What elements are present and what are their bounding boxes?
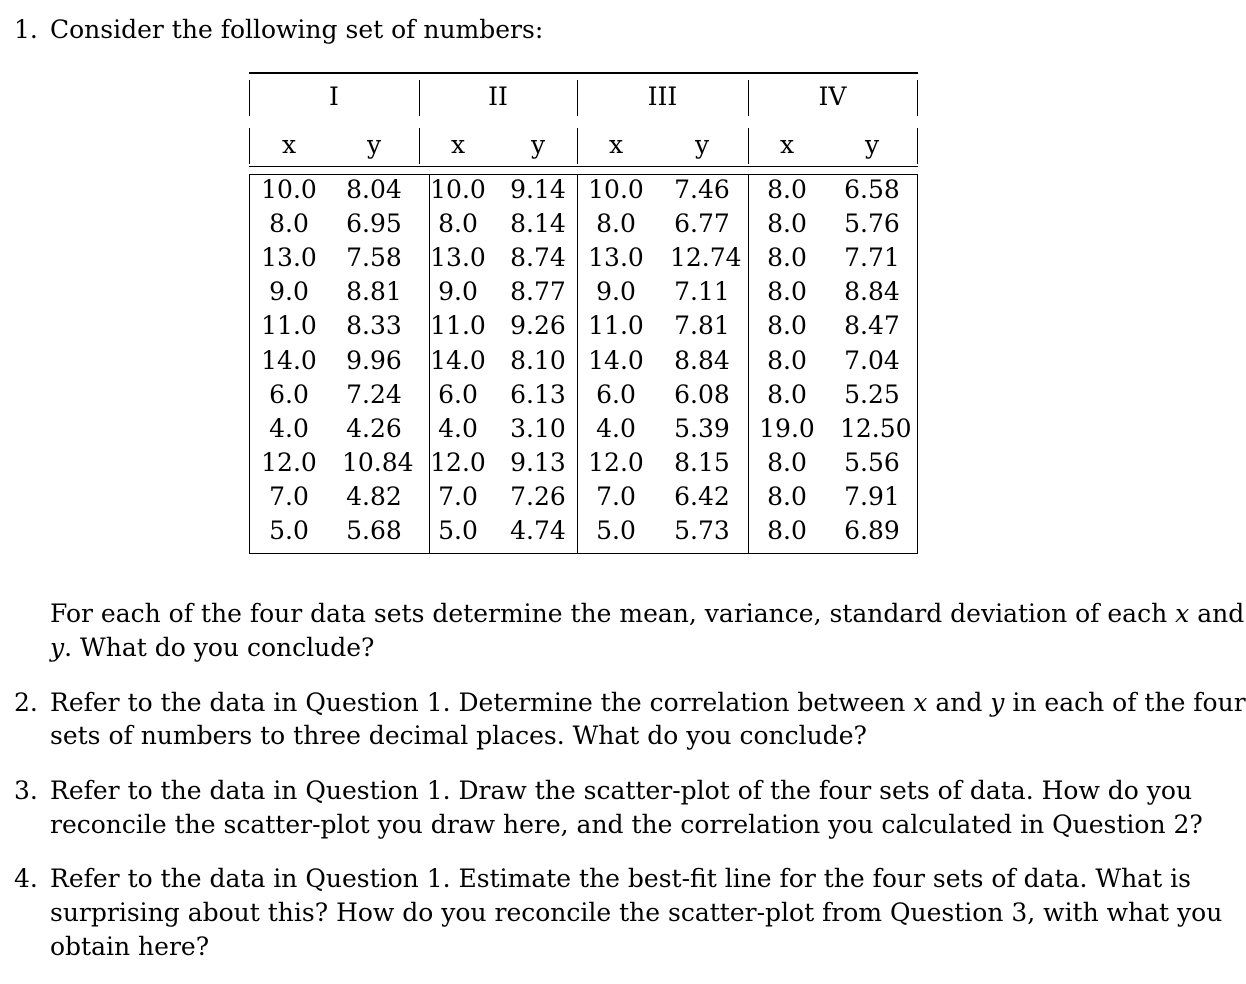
table-cell: 11.0 (430, 311, 486, 341)
table-cell: 5.0 (438, 516, 478, 545)
table-cell: 12.50 (840, 413, 912, 443)
table-cell: 8.0 (767, 277, 807, 307)
table-cell: 13.0 (588, 243, 644, 273)
body-vrule (748, 175, 749, 554)
table-cell: 10.0 (588, 175, 644, 204)
table-cell: 7.04 (844, 345, 900, 375)
q2-text-a: Refer to the data in Question 1. Determine the correlation between (50, 688, 906, 717)
table-cell: 5.39 (674, 413, 730, 443)
table-cell: 5.0 (269, 516, 309, 545)
table-cell: 6.0 (596, 379, 636, 409)
question-1-intro: Consider the following set of numbers: (50, 15, 544, 44)
table-cell: 7.0 (269, 481, 309, 511)
table-cell: 4.82 (346, 481, 402, 511)
group-header-II: II (488, 82, 508, 111)
table-cell: 8.47 (844, 311, 900, 341)
subheader-x: x (281, 130, 297, 159)
subheader-vrule (577, 128, 578, 164)
subheader-x: x (450, 130, 466, 159)
table-cell: 5.68 (346, 516, 402, 545)
subheader-x: x (608, 130, 624, 159)
group-header-III: III (647, 82, 678, 111)
question-4-line3: obtain here? (50, 932, 210, 961)
q2-text-c: in each of the four (1012, 688, 1246, 717)
table-cell: 8.0 (596, 209, 636, 239)
table-cell: 7.26 (510, 481, 566, 511)
table-cell: 8.0 (269, 209, 309, 239)
table-cell: 7.46 (674, 175, 730, 204)
question-1-followup-line2 (50, 631, 374, 665)
table-cell: 10.84 (342, 447, 414, 477)
table-cell: 12.0 (430, 447, 486, 477)
table-cell: 14.0 (430, 345, 486, 375)
table-cell: 9.26 (510, 311, 566, 341)
subheader-y: y (366, 130, 382, 159)
table-cell: 6.13 (510, 379, 566, 409)
group-header-IV: IV (818, 82, 847, 111)
table-cell: 9.0 (269, 277, 309, 307)
table-cell: 4.26 (346, 413, 402, 443)
table-cell: 19.0 (759, 413, 815, 443)
table-cell: 14.0 (588, 345, 644, 375)
question-1-followup-line1 (50, 597, 1244, 631)
table-cell: 4.0 (269, 413, 309, 443)
question-3-number: 3. (14, 776, 38, 805)
table-cell: 7.24 (346, 379, 402, 409)
question-4-number: 4. (14, 864, 38, 893)
table-cell: 5.76 (844, 209, 900, 239)
table-cell: 8.0 (767, 447, 807, 477)
table-cell: 7.0 (596, 481, 636, 511)
table-cell: 4.0 (596, 413, 636, 443)
table-cell: 4.74 (510, 516, 566, 545)
table-cell: 6.89 (844, 516, 900, 545)
subheader-vrule (917, 128, 918, 164)
question-2-line1 (50, 686, 1246, 720)
question-3-line1: Refer to the data in Question 1. Draw the scatter-plot of the four sets of data. How do you (50, 776, 1193, 805)
variable-x: x (913, 688, 928, 717)
q2-text-and: and (935, 688, 983, 717)
question-1-number: 1. (14, 15, 38, 44)
table-cell: 7.11 (674, 277, 730, 307)
table-cell: 7.71 (844, 243, 900, 273)
table-cell: 9.13 (510, 447, 566, 477)
group-header-I: I (329, 82, 339, 111)
subheader-vrule (419, 128, 420, 164)
subheader-vrule (748, 128, 749, 164)
subheader-y: y (694, 130, 710, 159)
body-vrule (917, 175, 918, 554)
table-cell: 4.0 (438, 413, 478, 443)
table-cell: 10.0 (261, 175, 317, 204)
table-cell: 7.58 (346, 243, 402, 273)
table-cell: 5.25 (844, 379, 900, 409)
table-cell: 8.81 (346, 277, 402, 307)
table-cell: 11.0 (261, 311, 317, 341)
variable-y: y (990, 688, 1005, 717)
question-2-number: 2. (14, 688, 38, 717)
table-cell: 8.0 (767, 175, 807, 204)
table-cell: 3.10 (510, 413, 566, 443)
table-cell: 7.0 (438, 481, 478, 511)
question-2-line2: sets of numbers to three decimal places. What do you conclude? (50, 721, 867, 750)
header-vrule (917, 80, 918, 116)
table-header-rule (249, 166, 918, 167)
table-bottom-rule (249, 553, 918, 554)
table-cell: 8.77 (510, 277, 566, 307)
followup-text: For each of the four data sets determine the mean, variance, standard deviation of each (50, 599, 1168, 628)
table-cell: 7.91 (844, 481, 900, 511)
table-cell: 6.77 (674, 209, 730, 239)
body-vrule (249, 175, 250, 554)
table-cell: 7.81 (674, 311, 730, 341)
table-cell: 8.84 (674, 345, 730, 375)
table-cell: 6.0 (438, 379, 478, 409)
table-cell: 8.0 (767, 516, 807, 545)
table-cell: 14.0 (261, 345, 317, 375)
table-cell: 5.0 (596, 516, 636, 545)
subheader-vrule (249, 128, 250, 164)
table-cell: 12.0 (261, 447, 317, 477)
table-cell: 8.0 (767, 379, 807, 409)
question-3-line2: reconcile the scatter-plot you draw here, and the correlation you calculated in Question 2? (50, 810, 1203, 839)
table-cell: 8.0 (767, 209, 807, 239)
table-top-rule (249, 72, 918, 74)
table-cell: 8.04 (346, 175, 402, 204)
table-cell: 12.0 (588, 447, 644, 477)
table-cell: 12.74 (670, 243, 742, 273)
table-cell: 6.42 (674, 481, 730, 511)
table-cell: 10.0 (430, 175, 486, 204)
table-cell: 9.0 (596, 277, 636, 307)
table-cell: 8.0 (767, 481, 807, 511)
table-cell: 11.0 (588, 311, 644, 341)
subheader-x: x (779, 130, 795, 159)
subheader-y: y (530, 130, 546, 159)
table-cell: 5.56 (844, 447, 900, 477)
table-cell: 13.0 (430, 243, 486, 273)
table-cell: 9.0 (438, 277, 478, 307)
table-cell: 8.0 (767, 311, 807, 341)
table-cell: 6.58 (844, 175, 900, 204)
table-cell: 8.10 (510, 345, 566, 375)
table-cell: 8.84 (844, 277, 900, 307)
table-cell: 8.15 (674, 447, 730, 477)
followup-and: and (1197, 599, 1245, 628)
question-4-line1: Refer to the data in Question 1. Estimate the best-fit line for the four sets of data. What is (50, 864, 1191, 893)
table-cell: 8.74 (510, 243, 566, 273)
table-cell: 13.0 (261, 243, 317, 273)
table-cell: 9.96 (346, 345, 402, 375)
variable-x: x (1175, 599, 1190, 628)
table-cell: 6.08 (674, 379, 730, 409)
table-cell: 8.33 (346, 311, 402, 341)
variable-y: y (50, 633, 65, 662)
table-cell: 8.0 (767, 243, 807, 273)
subheader-y: y (864, 130, 880, 159)
question-4-line2: surprising about this? How do you reconcile the scatter-plot from Question 3, with what you (50, 898, 1223, 927)
table-cell: 8.14 (510, 209, 566, 239)
table-cell: 5.73 (674, 516, 730, 545)
table-cell: 6.95 (346, 209, 402, 239)
followup-conclude: . What do you conclude? (64, 633, 375, 662)
table-cell: 8.0 (767, 345, 807, 375)
body-vrule (577, 175, 578, 554)
table-cell: 8.0 (438, 209, 478, 239)
table-cell: 6.0 (269, 379, 309, 409)
table-cell: 9.14 (510, 175, 566, 204)
